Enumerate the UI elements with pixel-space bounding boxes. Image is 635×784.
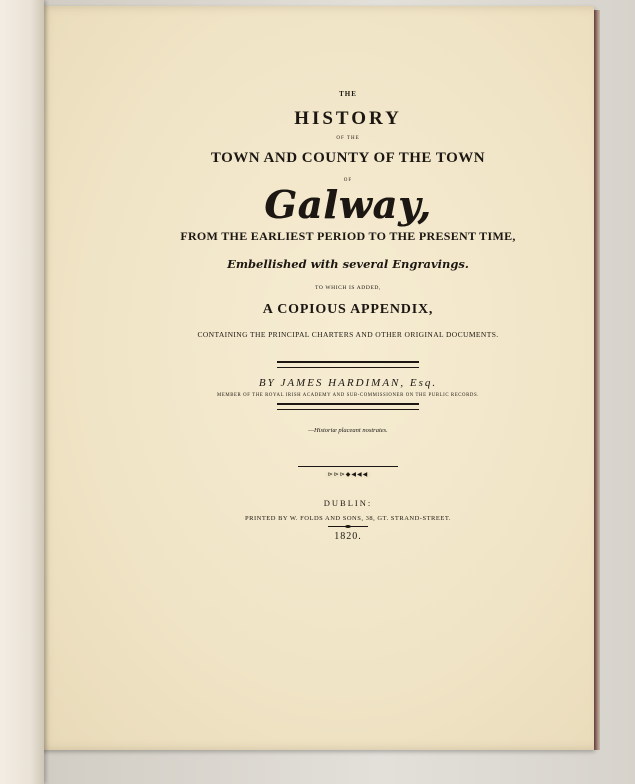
author-line: BY JAMES HARDIMAN, Esq. xyxy=(258,377,438,389)
subtitle-appendix: A COPIOUS APPENDIX, xyxy=(262,302,434,317)
title-the: THE xyxy=(339,90,357,98)
bottom-double-rule xyxy=(277,403,419,410)
ornament-glyphs: ⊳⊳⊳◆◀◀◀ xyxy=(325,472,372,478)
title-of-the: OF THE xyxy=(336,136,360,141)
title-page xyxy=(38,6,594,750)
top-double-rule xyxy=(277,361,419,368)
imprint-place: DUBLIN: xyxy=(323,498,373,508)
subtitle-containing: CONTAINING THE PRINCIPAL CHARTERS AND OTHER ORIGINAL DOCUMENTS. xyxy=(197,330,499,339)
latin-motto: —Historiæ placeant nostrates. xyxy=(308,427,388,434)
facing-page-edge xyxy=(0,0,44,784)
title-page-text xyxy=(108,86,588,542)
printer-ornament xyxy=(108,463,588,478)
title-history: HISTORY xyxy=(294,108,402,129)
subtitle-period: FROM THE EARLIEST PERIOD TO THE PRESENT TIME, xyxy=(180,229,516,243)
title-of: OF xyxy=(343,178,353,183)
imprint-printer: PRINTED BY W. FOLDS AND SONS, 38, GT. STRAND-STREET. xyxy=(245,515,451,522)
title-town-county: TOWN AND COUNTY OF THE TOWN xyxy=(210,150,486,166)
title-galway: Galway, xyxy=(264,182,432,227)
author-credentials: MEMBER OF THE ROYAL IRISH ACADEMY AND SUB-COMMISSIONER ON THE PUBLIC RECORDS. xyxy=(216,393,480,398)
swell-rule xyxy=(328,525,368,528)
subtitle-engravings: Embellished with several Engravings. xyxy=(227,257,469,271)
imprint-year: 1820. xyxy=(334,531,362,542)
subtitle-added: TO WHICH IS ADDED, xyxy=(315,285,381,291)
